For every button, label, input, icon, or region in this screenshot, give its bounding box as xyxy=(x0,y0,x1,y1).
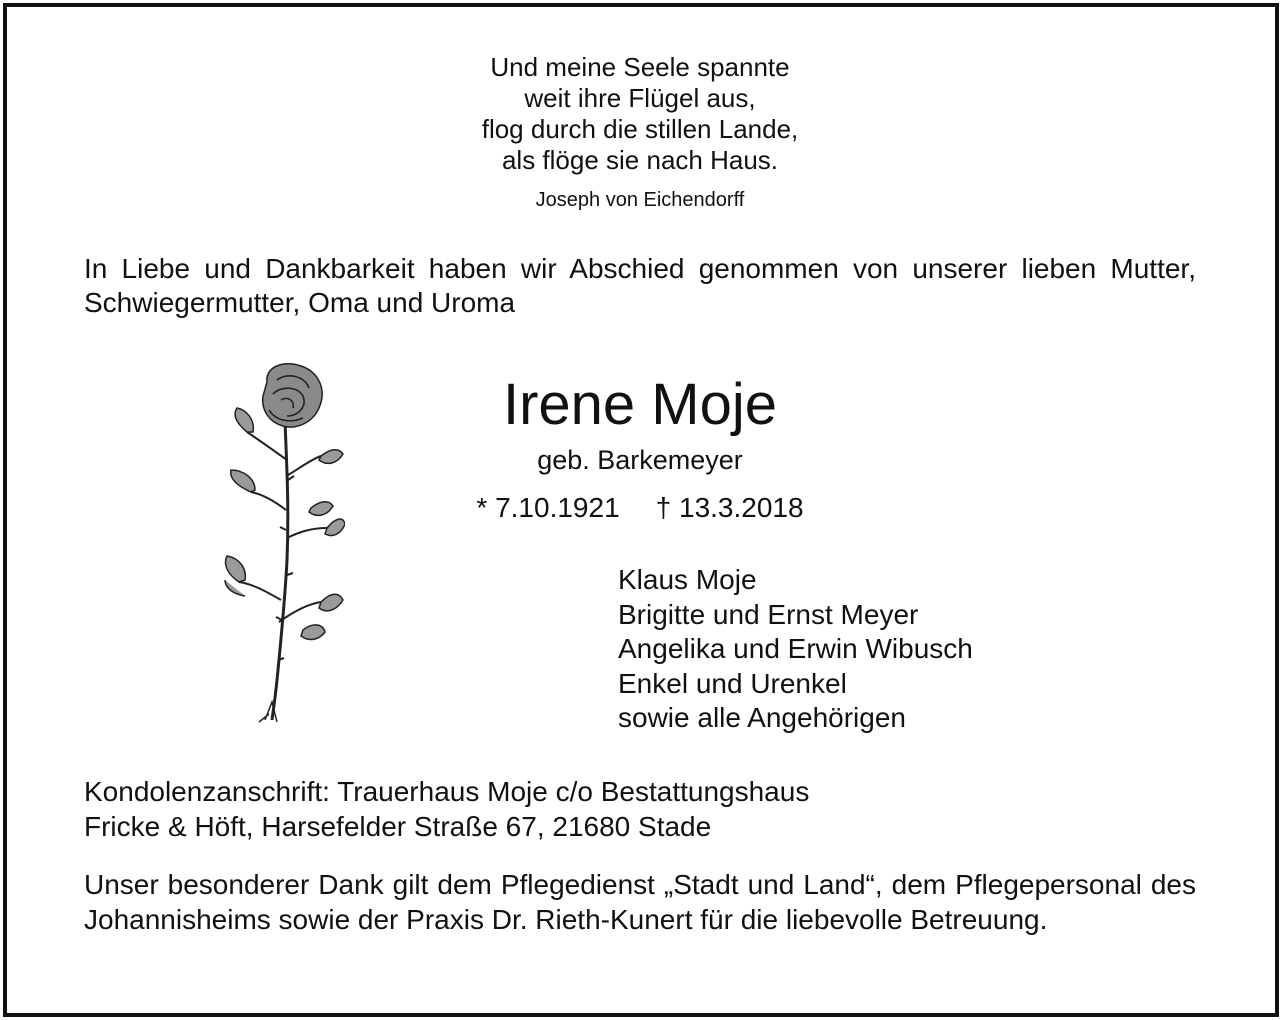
poem-line: flog durch die stillen Lande, xyxy=(481,114,799,144)
birth-date: * 7.10.1921 xyxy=(476,492,620,523)
thanks-text: Unser besonderer Dank gilt dem Pflegedienst „Stadt und Land“, dem Pflegepersonal des Johannisheims sowie der Praxis Dr. Rieth-Kunert für die liebevolle Betreuung. xyxy=(84,869,1196,935)
condolence-line: Kondolenzanschrift: Trauerhaus Moje c/o Bestattungshaus xyxy=(84,776,810,807)
death-date: † 13.3.2018 xyxy=(655,492,804,523)
rose-icon xyxy=(215,360,345,725)
poem-author: Joseph von Eichendorff xyxy=(535,189,745,211)
intro-text: In Liebe und Dankbarkeit haben wir Abschied genommen von unserer lieben Mutter, Schwiegermutter, Oma und Uroma xyxy=(84,253,1196,318)
condolence-address xyxy=(84,774,1196,844)
poem-line: weit ihre Flügel aus, xyxy=(524,83,756,113)
poem-line: als flöge sie nach Haus. xyxy=(501,145,779,175)
mourners-list xyxy=(618,563,1218,736)
mourner-name: Brigitte und Ernst Meyer xyxy=(618,598,919,630)
birth-name: geb. Barkemeyer xyxy=(537,445,743,475)
mourner-name: Angelika und Erwin Wibusch xyxy=(618,633,973,664)
poem xyxy=(0,52,1280,212)
deceased-name: Irene Moje xyxy=(502,372,778,437)
mourner-name: sowie alle Angehörigen xyxy=(618,702,906,733)
mourner-name: Klaus Moje xyxy=(618,564,757,595)
poem-line: Und meine Seele spannte xyxy=(490,52,790,82)
mourner-name: Enkel und Urenkel xyxy=(618,667,847,699)
condolence-line: Fricke & Höft, Harsefelder Straße 67, 21680 Stade xyxy=(84,811,712,842)
life-dates xyxy=(340,491,940,525)
